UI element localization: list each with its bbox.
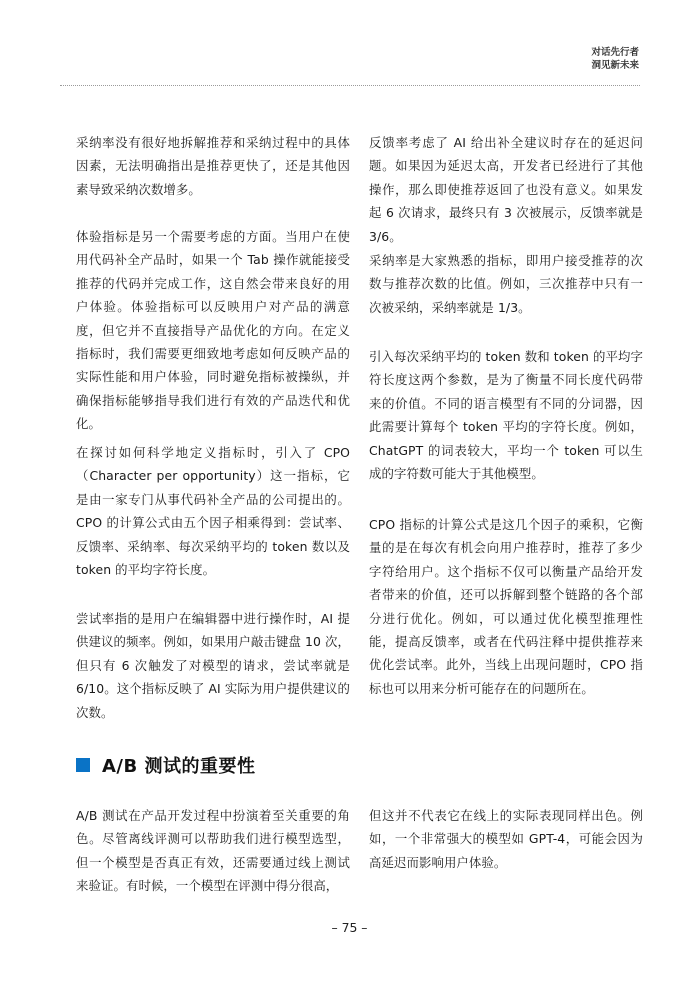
paragraph-acceptance-rate: 采纳率是大家熟悉的指标，即用户接受推荐的次数与推荐次数的比值。例如，三次推荐中只有一次被采纳，采纳率就是 1/3。 — [369, 253, 643, 315]
paragraph-ab-test-right: 但这并不代表它在线上的实际表现同样出色。例如，一个非常强大的模型如 GPT-4，可能会因为高延迟而影响用户体验。 — [369, 808, 643, 870]
section-heading — [76, 752, 256, 778]
section-title: A/B 测试的重要性 — [102, 756, 256, 777]
header-divider — [60, 85, 640, 86]
paragraph-cpo-intro: 在探讨如何科学地定义指标时，引入了 CPO（Character per opportunity）这一指标，它是由一家专门从事代码补全产品的公司提出的。CPO 的计算公式由五个因子相乘得到：尝试率、反馈率、采纳率、每次采纳平均的 token 数以及 token 的平均字符长度。 — [76, 445, 350, 578]
header-line-1: 对话先行者 — [591, 47, 639, 58]
header-line-2: 洞见新未来 — [591, 60, 639, 71]
section-marker-square — [76, 758, 90, 772]
paragraph-experience-metric: 体验指标是另一个需要考虑的方面。当用户在使用代码补全产品时，如果一个 Tab 操作就能接受推荐的代码并完成工作，这自然会带来良好的用户体验。体验指标可以反映用户对产品的满意度，但它并不直接指导产品优化的方向。在定义指标时，我们需要更细致地考虑如何反映产品的实际性能和用户体验，同时避免指标被操纵，并确保指标能够指导我们进行有效的产品迭代和优化。 — [76, 229, 350, 432]
paragraph-ab-test-left: A/B 测试在产品开发过程中扮演着至关重要的角色。尽管离线评测可以帮助我们进行模型选型，但一个模型是否真正有效，还需要通过线上测试来验证。有时候，一个模型在评测中得分很高， — [76, 808, 350, 894]
paragraph-adoption-rate-limit: 采纳率没有很好地拆解推荐和采纳过程中的具体因素，无法明确指出是推荐更快了，还是其他因素导致采纳次数增多。 — [76, 135, 350, 197]
page-header — [591, 46, 639, 72]
paragraph-cpo-formula: CPO 指标的计算公式是这几个因子的乘积，它衡量的是在每次有机会向用户推荐时，推荐了多少字符给用户。这个指标不仅可以衡量产品给开发者带来的价值，还可以拆解到整个链路的各个部分进行优化。例如，可以通过优化模型推理性能，提高反馈率，或者在代码注释中提供推荐来优化尝试率。此外，当线上出现问题时，CPO 指标也可以用来分析可能存在的问题所在。 — [369, 517, 643, 696]
paragraph-attempt-rate: 尝试率指的是用户在编辑器中进行操作时，AI 提供建议的频率。例如，如果用户敲击键盘 10 次，但只有 6 次触发了对模型的请求，尝试率就是 6/10。这个指标反映了 AI 实际为用户提供建议的次数。 — [76, 611, 350, 720]
paragraph-feedback-rate: 反馈率考虑了 AI 给出补全建议时存在的延迟问题。如果因为延迟太高，开发者已经进行了其他操作，那么即使推荐返回了也没有意义。如果发起 6 次请求，最终只有 3 次被展示，反馈率就是 3/6。 — [369, 135, 643, 244]
page-number: – 75 – — [331, 920, 368, 935]
paragraph-token-length: 引入每次采纳平均的 token 数和 token 的平均字符长度这两个参数，是为了衡量不同长度代码带来的价值。不同的语言模型有不同的分词器，因此需要计算每个 token 平均的字符长度。例如，ChatGPT 的词表较大，平均一个 token 可以生成的字符数可能大于其他模型。 — [369, 349, 643, 482]
